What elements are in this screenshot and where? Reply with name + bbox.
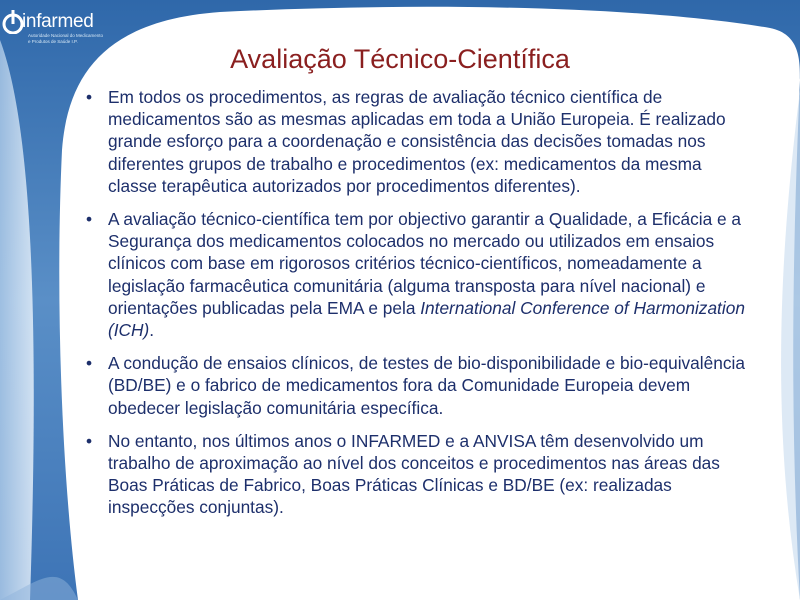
bullet-item [86,430,751,519]
bullet-icon: • [86,209,93,230]
bullet-text: No entanto, nos últimos anos o INFARMED e a ANVISA têm desenvolvido um trabalho de aproximação ao nível dos conceitos e procedimentos nas áreas das Boas Práticas de Fabrico, Boas Práticas Clínicas e BD/BE (ex: realizadas inspecções conjuntas). [108,430,720,518]
bullet-text: A condução de ensaios clínicos, de testes de bio-disponibilidade e bio-equivalência (BD/BE) e o fabrico de medicamentos fora da Comunidade Europeia devem obedecer legislação comunitária específica. [108,353,745,418]
emblem-caption: MINISTÉRIO DA SAÚDE [752,585,796,590]
logo-symbol-icon [2,10,24,34]
bullet-tail-text: . [149,320,155,341]
bullet-icon: • [86,353,93,374]
bullet-item [86,352,751,419]
logo-subtitle: Autoridade Nacional do Medicamento e Produtos de Saúde I.P. [28,33,104,44]
logo-wordmark: infarmed [22,11,94,32]
bullet-text: A avaliação técnico-científica tem por objectivo garantir a Qualidade, a Eficácia e a Segurança dos medicamentos colocados no mercado ou utilizados em ensaios clínicos com base em rigorosos critérios técnico-científicos, nomeadamente a legislação farmacêutica comunitária (alguma transposta para nível nacional) e orientações publicadas pela EMA e pela [108,209,742,318]
bullet-text: Em todos os procedimentos, as regras de avaliação técnico científica de medicamentos são as mesmas aplicadas em toda a União Europeia. É realizado grande esforço para a coordenação e consistência das decisões tomadas nos diferentes grupos de trabalho e procedimentos (ex: medicamentos da mesma classe terapêutica autorizados por procedimentos diferentes). [108,87,726,196]
ministry-emblem-icon [752,536,796,592]
bullet-icon: • [86,87,93,107]
bullet-icon: • [86,430,93,451]
infarmed-logo [2,6,112,48]
slide-title: Avaliação Técnico-Científica [230,44,570,74]
bullet-item [86,208,751,341]
bullet-list [86,86,751,519]
bullet-italic-text: International Conference of Harmonization (ICH) [108,297,745,341]
bullet-item [86,86,751,197]
